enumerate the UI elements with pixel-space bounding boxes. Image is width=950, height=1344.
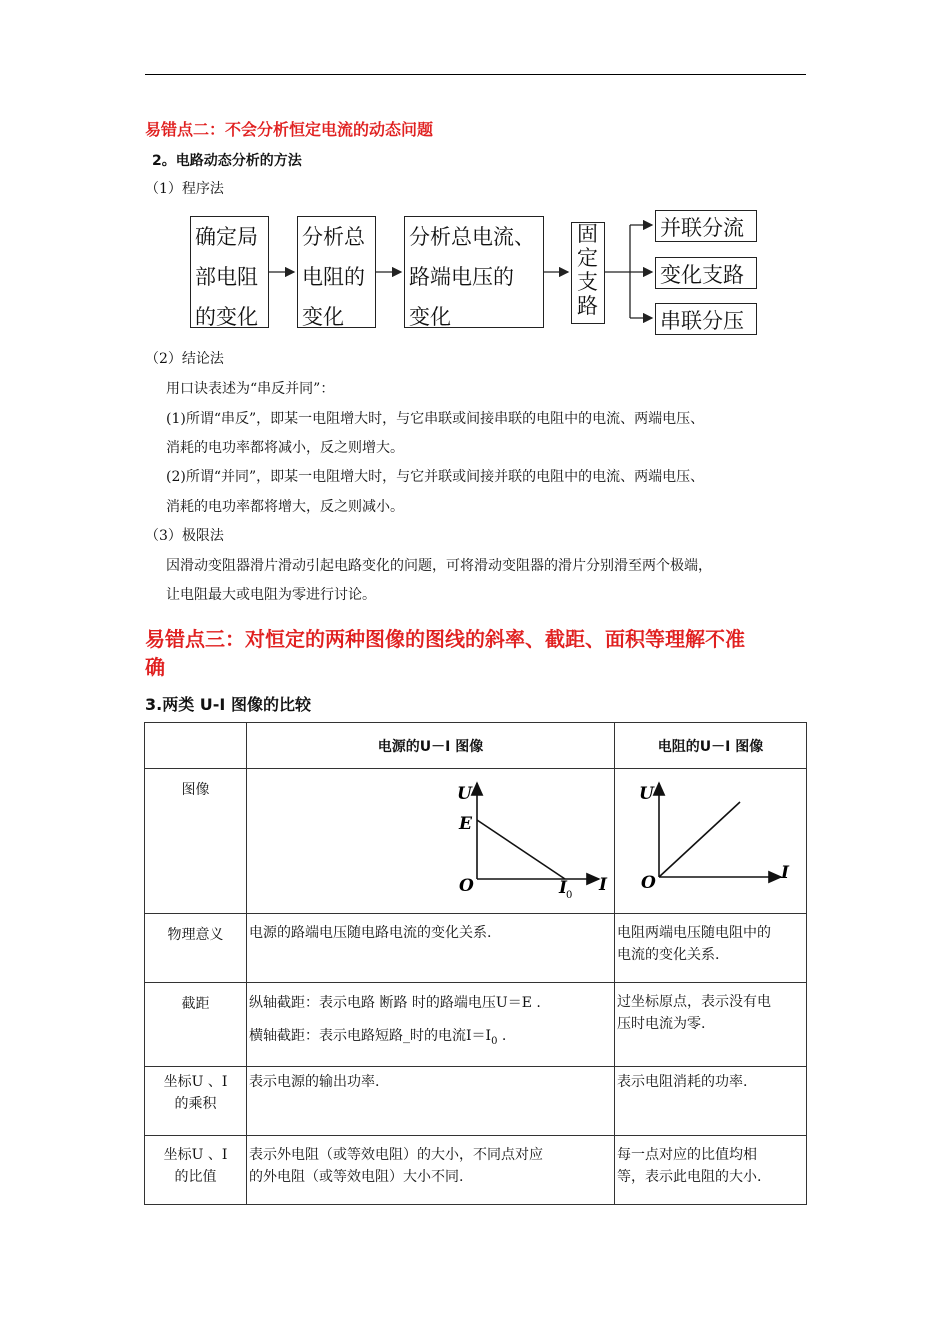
ratio-source-line1: 表示外电阻（或等效电阻）的大小，不同点对应 <box>249 1147 543 1163</box>
table-corner-cell <box>145 723 247 769</box>
source-line <box>477 820 565 879</box>
ratio-source-line2: 的外电阻（或等效电阻）大小不同. <box>249 1169 464 1185</box>
flow-box3-line3: 变化 <box>409 305 451 329</box>
row-label-intercept: 截距 <box>145 983 247 1067</box>
flow-out1-label: 并联分流 <box>660 216 744 240</box>
flow-out3-label: 串联分压 <box>660 309 744 333</box>
row-label-product <box>145 1067 247 1136</box>
flowchart-arrows <box>0 0 950 400</box>
section2-title: 易错点二：不会分析恒定电流的动态问题 <box>145 120 434 139</box>
resistor-y-label: U <box>639 784 654 804</box>
ui-graph-comparison-table <box>144 722 807 1205</box>
intercept-source <box>247 983 615 1067</box>
source-x-label: I <box>599 875 607 895</box>
flow-box1-line3: 的变化 <box>195 305 258 329</box>
intercept-resistor <box>615 983 807 1067</box>
rule1-line1: (1)所谓“串反”，即某一电阻增大时，与它串联或间接串联的电阻中的电流、两端电压、 <box>166 411 705 427</box>
intercept-resistor-line1: 过坐标原点，表示没有电 <box>617 994 771 1010</box>
flow-box4-ch1: 固 <box>577 222 598 246</box>
table-row-product <box>145 1067 807 1136</box>
flow-box4-ch3: 支 <box>577 270 598 294</box>
source-e-label: E <box>459 814 472 834</box>
source-i0-label: I <box>559 878 567 898</box>
intercept-source-line2-sub: 0 <box>491 1035 498 1047</box>
resistor-ui-graph <box>615 769 806 909</box>
flow-box1-line1: 确定局 <box>195 225 258 249</box>
source-i0-subscript: 0 <box>566 890 573 901</box>
row-label-image: 图像 <box>145 769 247 914</box>
flow-box2-line2: 电阻的 <box>302 265 365 289</box>
table-header-row <box>145 723 807 769</box>
method1-label: （1）程序法 <box>145 181 224 197</box>
meaning-resistor <box>615 914 807 983</box>
meaning-source: 电源的路端电压随电路电流的变化关系. <box>247 914 615 983</box>
limit-line1: 因滑动变阻器滑片滑动引起电路变化的问题，可将滑动变阻器的滑片分别滑至两个极端， <box>166 558 712 574</box>
source-ui-graph <box>247 769 614 909</box>
resistor-graph-cell <box>615 769 807 914</box>
flow-box4-ch4: 路 <box>577 294 598 318</box>
section3-title-line1: 易错点三：对恒定的两种图像的图线的斜率、截距、面积等理解不准 <box>145 627 745 651</box>
resistor-line <box>659 802 740 877</box>
product-source: 表示电源的输出功率. <box>247 1067 615 1136</box>
section2-heading: 2。电路动态分析的方法 <box>152 153 302 169</box>
intercept-source-line1: 纵轴截距：表示电路 断路 时的路端电压U＝E . <box>249 995 541 1011</box>
header-source: 电源的U－I 图像 <box>247 723 615 769</box>
section3-title <box>145 625 815 681</box>
table-row-ratio <box>145 1136 807 1205</box>
table-row-image <box>145 769 807 914</box>
rule2-line2: 消耗的电功率都将增大，反之则减小。 <box>166 499 404 515</box>
table-row-intercept <box>145 983 807 1067</box>
row-label-ratio <box>145 1136 247 1205</box>
intercept-resistor-line2: 压时电流为零. <box>617 1016 706 1032</box>
limit-line2: 让电阻最大或电阻为零进行讨论。 <box>166 587 376 603</box>
intercept-source-line2 <box>249 1020 612 1058</box>
product-resistor: 表示电阻消耗的功率. <box>615 1067 807 1136</box>
ratio-resistor <box>615 1136 807 1205</box>
intercept-source-line2-end: . <box>497 1028 507 1044</box>
row-label-product-line1: 坐标U 、I <box>163 1074 228 1090</box>
resistor-x-label: I <box>781 863 789 883</box>
ratio-resistor-line2: 等，表示此电阻的大小. <box>617 1169 762 1185</box>
table-row-meaning <box>145 914 807 983</box>
source-origin-label: O <box>459 876 474 896</box>
flow-out2-label: 变化支路 <box>660 263 744 287</box>
flow-box3-line1: 分析总电流、 <box>409 225 535 249</box>
method3-label: （3）极限法 <box>145 528 224 544</box>
rule1-line2: 消耗的电功率都将减小，反之则增大。 <box>166 440 404 456</box>
section3-heading: 3.两类 U-I 图像的比较 <box>145 695 311 714</box>
flow-box1-line2: 部电阻 <box>195 265 258 289</box>
flow-box3-line2: 路端电压的 <box>409 265 514 289</box>
row-label-meaning: 物理意义 <box>145 914 247 983</box>
row-label-ratio-line1: 坐标U 、I <box>163 1147 228 1163</box>
mnemonic-intro: 用口诀表述为“串反并同”： <box>166 381 335 397</box>
flow-box4-ch2: 定 <box>577 246 598 270</box>
rule2-line1: (2)所谓“并同”，即某一电阻增大时，与它并联或间接并联的电阻中的电流、两端电压、 <box>166 469 705 485</box>
ratio-source <box>247 1136 615 1205</box>
meaning-resistor-line1: 电阻两端电压随电阻中的 <box>617 925 771 941</box>
intercept-source-line2-text: 横轴截距：表示电路短路_时的电流I＝I <box>249 1028 492 1044</box>
header-resistor: 电阻的U－I 图像 <box>615 723 807 769</box>
flow-box2-line1: 分析总 <box>302 225 365 249</box>
row-label-ratio-line2: 的比值 <box>174 1169 217 1185</box>
source-y-label: U <box>457 784 472 804</box>
meaning-resistor-line2: 电流的变化关系. <box>617 947 720 963</box>
section3-title-line2: 确 <box>145 655 165 679</box>
resistor-origin-label: O <box>641 873 656 893</box>
flow-box2-line3: 变化 <box>302 305 344 329</box>
ratio-resistor-line1: 每一点对应的比值均相 <box>617 1147 757 1163</box>
method2-label: （2）结论法 <box>145 351 224 367</box>
row-label-product-line2: 的乘积 <box>174 1096 217 1112</box>
source-graph-cell <box>247 769 615 914</box>
